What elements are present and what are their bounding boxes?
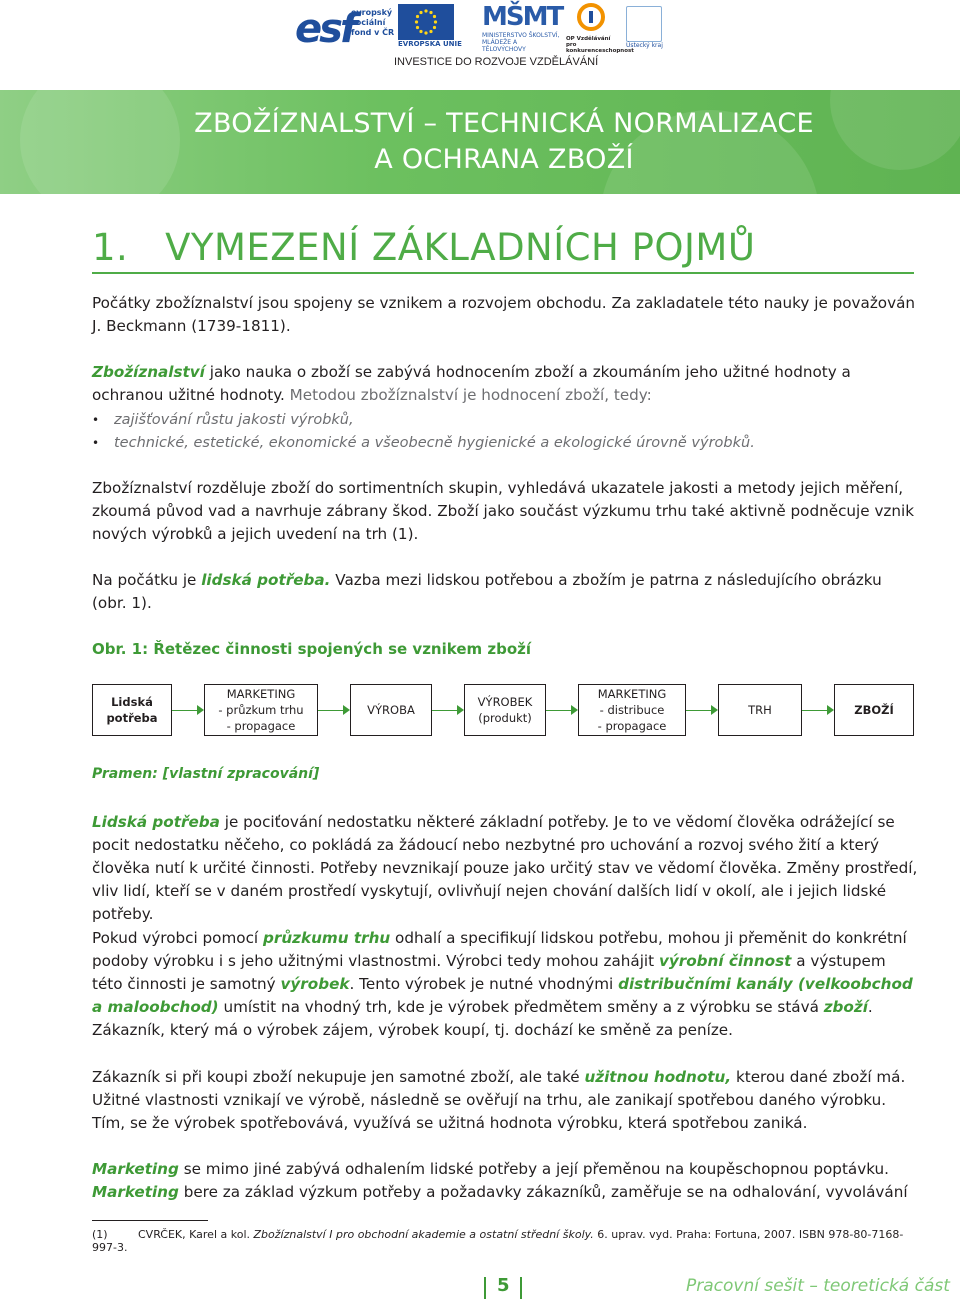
msmt-logo-mark: MŠMT [482, 2, 563, 32]
paragraph-human-need: Lidská potřeba je pociťování nedostatku některé základní potřeby. Je to ve vědomí člověka odrážející se pocit nedostatku něčeho, co pokládá za žádoucí nebo nezbytné pro uchování a rozvoj svého žití a který člověka nutí k určité činnosti. Potřeby nevznikají pouze jako určitý stav ve vědomí člověka. Změny prostředí, vliv lidí, kteří se v daném prostředí vyskytují, ovlivňují nejen chování dalších lidí v okolí, ale i jejich lidské potřeby. [92, 813, 918, 923]
esf-logo-mark: esf [295, 6, 355, 52]
paragraph-use-value: Zákazník si při koupi zboží nekupuje jen samotné zboží, ale také užitnou hodnotu, kterou dané zboží má. Užitné vlastnosti vznikají ve výrobě, následně se ověřují na trhu, ale zanikají spotřebou daného výrobku. Tím, se že výrobek spotřebovává, využívá se užitná hodnota výrobku, která spotřebou zaniká. [92, 1068, 906, 1132]
workbook-label: Pracovní sešit – teoretická část [686, 1276, 950, 1296]
page-number-bar-right [520, 1277, 522, 1299]
page-number-bar-left [484, 1277, 486, 1299]
msmt-logo: MŠMT MINISTERSTVO ŠKOLSTVÍ, MLÁDEŽE A TĚLOVÝCHOVY [482, 2, 563, 53]
section-heading: 1. VYMEZENÍ ZÁKLADNÍCH POJMŮ [92, 226, 756, 269]
paragraph-market-research: Pokud výrobci pomocí průzkumu trhu odhalí a specifikují lidskou potřebu, mohou ji přeměnit do konkrétní podoby výrobku i s jeho užitnými vlastnostmi. Výrobci tedy mohou zahájit výrobní činnost a výstupem této činnosti je samotný výrobek. Tento výrobek je nutné vhodnými distribučními kanály (velkoobchod a maloobchod) umístit na vhodný trh, kde je výrobek předmětem směny a z výrobku se stává zboží. Zákazník, který má o výrobek zájem, výrobek koupí, tj. dochází ke směně za peníze. [92, 929, 913, 1039]
document-title-line2: A OCHRANA ZBOŽÍ [374, 144, 634, 175]
footnote: (1) CVRČEK, Karel a kol. Zbožíznalství I pro obchodní akademie a ostatní střední školy. 6. uprav. vyd. Praha: Fortuna, 2007. ISBN 978-80-7168-997-3. [92, 1228, 904, 1254]
paragraph-marketing: Marketing se mimo jiné zabývá odhalením lidské potřeby a její přeměnou na koupěschopnou poptávku. Marketing bere za základ výzkum potřeby a požadavky zákazníků, zaměřuje se na odhalování, vyvolávání [92, 1160, 908, 1201]
esf-logo-text: evropský sociální fond v ČR [351, 8, 395, 37]
paragraph-classification: Zbožíznalství rozděluje zboží do sortimentních skupin, vyhledává ukazatele jakosti a metody jejich měření, zkoumá původ vad a navrhuje zábrany škod. Zboží jako součást výzkumu trhu také aktivně podněcuje vznik nových výrobků a jejich uvedení na trh (1). [92, 479, 915, 543]
list-item: • zajišťování růstu jakosti výrobků, [92, 409, 918, 432]
document-title-line1: ZBOŽÍZNALSTVÍ – TECHNICKÁ NORMALIZACE [194, 108, 814, 139]
paragraph-need: Na počátku je lidská potřeba. Vazba mezi lidskou potřebou a zbožím je patrna z následujícího obrázku (obr. 1). [92, 571, 882, 612]
paragraph-origins: Počátky zbožíznalství jsou spojeny se vznikem a rozvojem obchodu. Za zakladatele této nauky je považován J. Beckmann (1739-1811). [92, 294, 916, 335]
chain-box-marketing-distribution: MARKETING - distribuce - propagace [578, 684, 686, 736]
chain-box-need: Lidská potřeba [92, 684, 172, 736]
figure-source: Pramen: [vlastní zpracování] [92, 766, 320, 782]
footnote-rule [92, 1220, 208, 1221]
chain-box-marketing-research: MARKETING - průzkum trhu - propagace [204, 684, 318, 736]
list-item: • technické, estetické, ekonomické a všeobecně hygienické a ekologické úrovně výrobků. [92, 432, 918, 455]
page-number: 5 [497, 1275, 510, 1296]
op-vk-logo: OP Vzdělávání pro konkurenceschopnost [566, 2, 618, 52]
chain-box-goods: ZBOŽÍ [834, 684, 914, 736]
figure-caption: Obr. 1: Řetězec činnosti spojených se vznikem zboží [92, 640, 531, 658]
chain-box-market: TRH [718, 684, 802, 736]
eu-label: EVROPSKÁ UNIE [398, 40, 462, 48]
chain-box-product: VÝROBEK (produkt) [464, 684, 546, 736]
chain-box-production: VÝROBA [350, 684, 432, 736]
investice-tagline: INVESTICE DO ROZVOJE VZDĚLÁVÁNÍ [394, 56, 599, 68]
ustecky-kraj-logo: Ústecký kraj [626, 2, 666, 52]
paragraph-definition: Zbožíznalství jako nauka o zboží se zabývá hodnocením zboží a zkoumáním jeho užitné hodnoty a ochranou užitné hodnoty. Metodou zbožíznalství je hodnocení zboží, tedy: [92, 363, 851, 404]
